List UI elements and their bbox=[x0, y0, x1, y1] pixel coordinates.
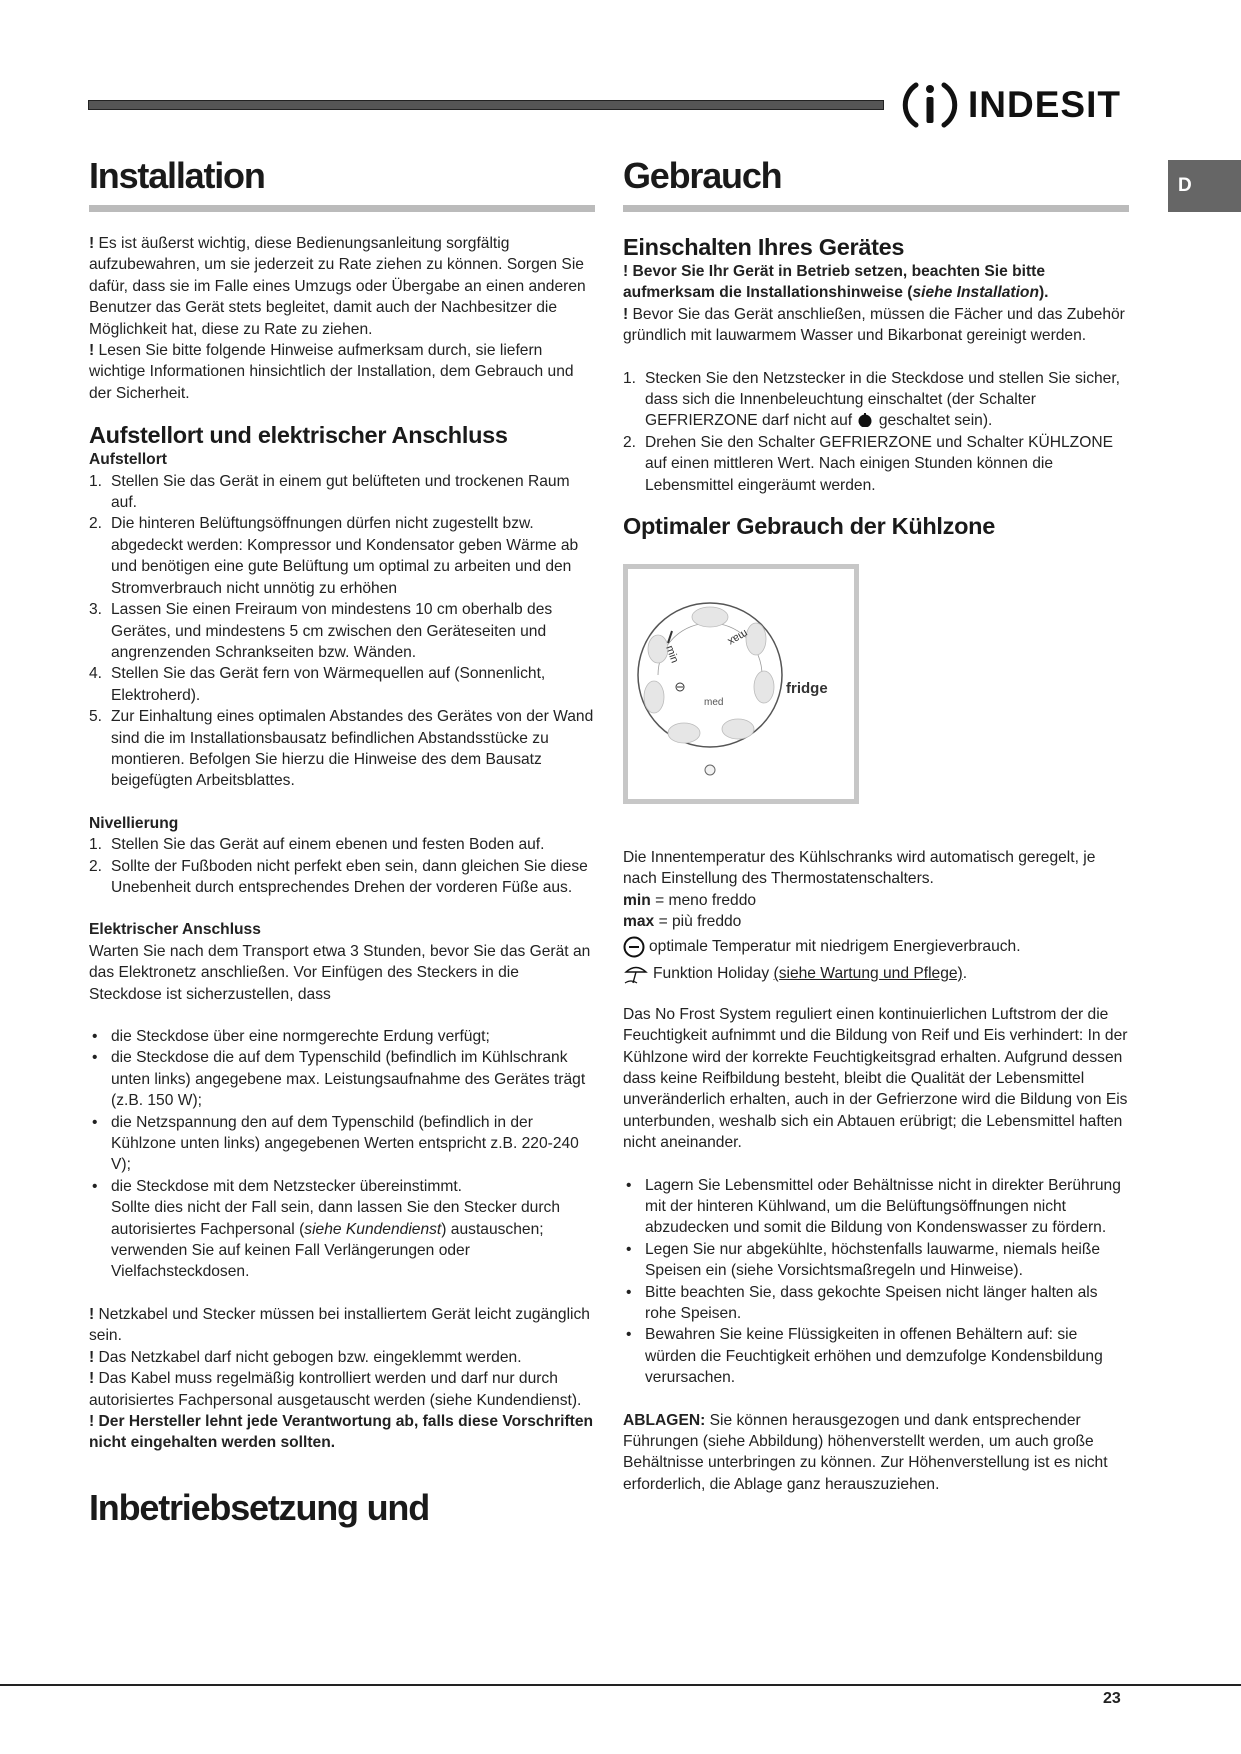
brand-name: INDESIT bbox=[968, 84, 1121, 125]
elektrisch-subheading: Elektrischer Anschluss bbox=[89, 921, 261, 939]
einschalten-bold-note: ! Bevor Sie Ihr Gerät in Betrieb setzen, beachten Sie bitte aufmerksam die Installationshinweise (siehe Installation). bbox=[623, 263, 1049, 302]
footer-rule bbox=[0, 1684, 1241, 1686]
title-rule bbox=[89, 205, 595, 212]
aufstellort-subheading: Aufstellort bbox=[89, 451, 167, 469]
page-number: 23 bbox=[1103, 1690, 1121, 1707]
title-rule bbox=[623, 205, 1129, 212]
intro-paragraph-1: ! Es ist äußerst wichtig, diese Bedienungsanleitung sorgfältig aufzubewahren, um sie jederzeit zu Rate ziehen zu können. Sorgen Sie dafür, dass sie im Falle eines Umzugs oder Übergabe an einen anderen Benutzer das Gerät stets begleitet, damit auch der Nachbesitzer die Möglichkeit hat, diese zu Rate zu ziehen. bbox=[89, 235, 586, 338]
ablagen-paragraph: ABLAGEN: Sie können herausgezogen und dank entsprechender Führungen (siehe Abbildung) höhenverstellt werden, um auch große Behältnisse unterbringen zu können. Zur Höhenverstellung ist es nicht erforderlich, die Ablage ganz herauszuziehen. bbox=[623, 1411, 1108, 1493]
inbetriebsetzung-title: Inbetriebsetzung und bbox=[89, 1486, 429, 1528]
list-item: 5. Zur Einhaltung eines optimalen Abstandes des Gerätes von der Wand sind die im Installationsbausatz befindlichen Abstandsstücke zu montieren. Befolgen Sie hierzu die Hinweise des dem Bausatz beigefügten Arbeitsblattes. bbox=[89, 708, 594, 790]
dial-label-med: med bbox=[704, 697, 724, 709]
installation-column bbox=[89, 150, 595, 1534]
einschalten-warning: ! Bevor Sie das Gerät anschließen, müssen die Fächer und das Zubehör gründlich mit lauwarmem Wasser und Bikarbonat gereinigt werden. bbox=[623, 305, 1125, 345]
language-tab: D bbox=[1168, 160, 1241, 212]
aufstellort-heading: Aufstellort und elektrischer Anschluss bbox=[89, 422, 508, 449]
intro-paragraph-2: ! Lesen Sie bitte folgende Hinweise aufmerksam durch, sie liefern wichtige Informationen hinsichtlich der Installation, dem Gebrauch und der Sicherheit. bbox=[89, 342, 574, 402]
aufstellort-list bbox=[89, 471, 595, 792]
header-bar bbox=[88, 100, 884, 110]
list-item: 1. Stecken Sie den Netzstecker in die Steckdose und stellen Sie sicher, dass sich die Innenbeleuchtung einschaltet (der Schalter GEFRIERZONE darf nicht auf geschaltet sein). bbox=[623, 369, 1121, 430]
eco-line: optimale Temperatur mit niedrigem Energieverbrauch. bbox=[623, 936, 1129, 958]
list-item: • Bewahren Sie keine Flüssigkeiten in offenen Behältern auf: sie würden die Feuchtigkeit erhöhen und demzufolge Kondensbildung verursachen. bbox=[626, 1326, 1103, 1387]
list-item: 3. Lassen Sie einen Freiraum von mindestens 10 cm oberhalb des Gerätes, und mindestens 5 cm zwischen den Geräteseiten und angrenzenden Schrankseiten bzw. Wänden. bbox=[89, 601, 553, 661]
storage-bullets bbox=[623, 1175, 1129, 1389]
list-item: • Legen Sie nur abgekühlte, höchstenfalls lauwarme, niemals heiße Speisen ein (siehe Vorsichtsmaßregeln und Hinweise). bbox=[626, 1240, 1101, 1280]
holiday-reference-link[interactable]: (siehe Wartung und Pflege) bbox=[773, 964, 963, 982]
max-line: max = più freddo bbox=[623, 913, 742, 931]
nivellierung-list bbox=[89, 834, 595, 898]
list-item: • die Steckdose die auf dem Typenschild (befindlich im Kühlschrank unten links) angegebene max. Leistungsaufnahme des Gerätes trägt (z.B. 150 W); bbox=[92, 1049, 586, 1110]
einschalten-steps bbox=[623, 368, 1129, 496]
list-item: 2. Die hinteren Belüftungsöffnungen dürfen nicht zugestellt bzw. abgedeckt werden: Kompressor und Kondensator geben Wärme ab und benötigen eine gute Belüftung um optimal zu arbeiten und den Stromverbrauch nicht unnötig zu erhöhen bbox=[89, 515, 579, 597]
list-item: 4. Stellen Sie das Gerät fern von Wärmequellen auf (Sonnenlicht, Elektroherd). bbox=[89, 665, 546, 704]
temperature-paragraph: Die Innentemperatur des Kühlschranks wird automatisch geregelt, je nach Einstellung des Thermostatenschalters. bbox=[623, 849, 1096, 888]
indesit-logo-icon bbox=[900, 75, 960, 135]
list-item: • Lagern Sie Lebensmittel oder Behältnisse nicht in direkter Berührung mit der hinteren Kühlwand, um die Belüftungsöffnungen nicht abzudecken und somit die Bildung von Kondenswasser zu fördern. bbox=[626, 1176, 1121, 1237]
thermostat-illustration bbox=[623, 564, 859, 804]
gebrauch-column bbox=[623, 150, 1129, 1495]
list-item: 2. Drehen Sie den Schalter GEFRIERZONE und Schalter KÜHLZONE auf einen mittleren Wert. Nach einigen Stunden können die Lebensmittel eingeräumt werden. bbox=[623, 433, 1113, 494]
nivellierung-subheading: Nivellierung bbox=[89, 814, 179, 832]
holiday-icon bbox=[623, 963, 649, 985]
list-item: 2. Sollte der Fußboden nicht perfekt eben sein, dann gleichen Sie diese Unebenheit durch entsprechendes Drehen der vorderen Füße aus. bbox=[89, 857, 588, 896]
elektrisch-bullets bbox=[89, 1026, 595, 1283]
installation-title: Installation bbox=[89, 155, 265, 196]
dial-label-fridge: fridge bbox=[786, 680, 828, 698]
warning-4: ! Der Hersteller lehnt jede Verantwortung ab, falls diese Vorschriften nicht eingehalten werden sollten. bbox=[89, 1412, 594, 1452]
list-item: 1. Stellen Sie das Gerät in einem gut belüfteten und trockenen Raum auf. bbox=[89, 472, 570, 512]
list-item: • die Netzspannung den auf dem Typenschild (befindlich in der Kühlzone unten links) angegebenen Werten entspricht z.B. 220-240 V); bbox=[92, 1113, 579, 1174]
nofrost-paragraph: Das No Frost System reguliert einen kontinuierlichen Luftstrom der die Feuchtigkeit aufnimmt und die Bildung von Reif und Eis verhindert: In der Kühlzone wird der korrekte Feuchtigkeitsgrad erhalten. Aufgrund dessen dass keine Reifbildung besteht, bleibt die Qualität der Lebensmittel unveränderlich erhalten, auch in der Gefrierzone wird die Bildung von Eis unterbunden, weshalb sich ein Abtauen erübrigt; die Lebensmittel haften nicht aneinander. bbox=[623, 1005, 1128, 1152]
list-item: • die Steckdose mit dem Netzstecker übereinstimmt. Sollte dies nicht der Fall sein, dann lassen Sie den Stecker durch autorisiertes Fachpersonal (siehe Kundendienst) austauschen; verwenden Sie auf keinen Fall Verlängerungen oder Vielfachsteckdosen. bbox=[92, 1177, 561, 1281]
list-item: • Bitte beachten Sie, dass gekochte Speisen nicht länger halten als rohe Speisen. bbox=[626, 1283, 1098, 1322]
list-item: • die Steckdose über eine normgerechte Erdung verfügt; bbox=[92, 1028, 490, 1045]
warning-1: ! Netzkabel und Stecker müssen bei installiertem Gerät leicht zugänglich sein. bbox=[89, 1305, 590, 1345]
warning-3: ! Das Kabel muss regelmäßig kontrolliert werden und darf nur durch autorisiertes Fachpersonal ausgetauscht werden (siehe Kundendienst). bbox=[89, 1370, 582, 1409]
dial-label-min: min bbox=[663, 643, 681, 665]
freezer-off-icon bbox=[856, 413, 874, 427]
warning-2: ! Das Netzkabel darf nicht gebogen bzw. eingeklemmt werden. bbox=[89, 1348, 522, 1366]
gebrauch-title: Gebrauch bbox=[623, 155, 782, 196]
holiday-line: Funktion Holiday (siehe Wartung und Pflege) . bbox=[623, 963, 1129, 985]
list-item: 1. Stellen Sie das Gerät auf einem ebenen und festen Boden auf. bbox=[89, 836, 545, 854]
eco-icon bbox=[623, 936, 645, 958]
elektrisch-paragraph: Warten Sie nach dem Transport etwa 3 Stunden, bevor Sie das Gerät an das Elektronetz anschließen. Vor Einfügen des Steckers in die Steckdose ist sicherzustellen, dass bbox=[89, 942, 591, 1003]
min-line: min = meno freddo bbox=[623, 891, 757, 909]
dial-label-max: max bbox=[725, 626, 750, 648]
thermostat-dial-icon bbox=[628, 569, 854, 799]
brand-logo bbox=[900, 74, 1121, 136]
einschalten-heading: Einschalten Ihres Gerätes bbox=[623, 234, 905, 260]
optimal-heading: Optimaler Gebrauch der Kühlzone bbox=[623, 513, 995, 540]
